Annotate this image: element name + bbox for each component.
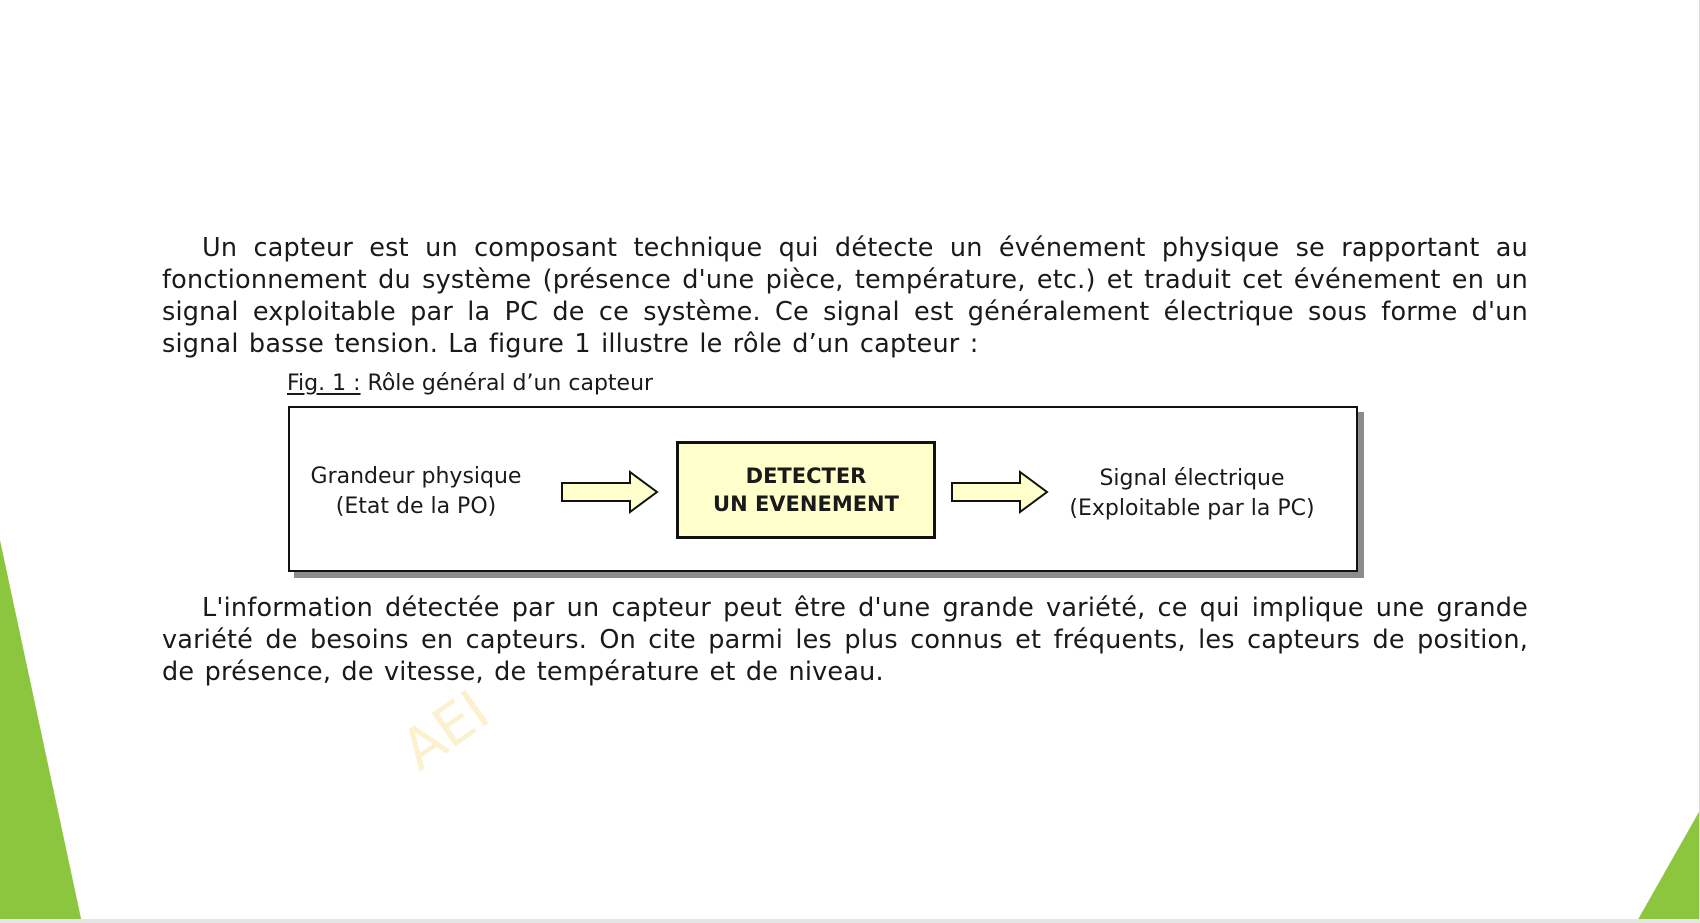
figure-number: Fig. 1 : — [287, 371, 361, 396]
slide-border-bottom — [0, 919, 1700, 923]
watermark: AEI — [390, 678, 502, 784]
output-label-line-2: (Exploitable par la PC) — [1069, 496, 1315, 521]
intro-paragraph-text: Un capteur est un composant technique qui détecte un événement physique se rapportant au fonctionnement du système (présence d'une pièce, température, etc.) et traduit cet événement en un signal exploitable par la PC de ce système. Ce signal est généralement électrique sous forme d'un signal basse tension. La figure 1 illustre le rôle d’un capteur : — [162, 233, 1528, 359]
process-line-2: UN EVENEMENT — [713, 492, 899, 516]
detect-event-box — [676, 441, 936, 539]
green-triangle-accent-left — [0, 540, 90, 923]
input-node-label — [302, 462, 530, 522]
green-triangle-accent-right — [1636, 810, 1700, 923]
output-label-line-1: Signal électrique — [1099, 466, 1285, 491]
sensor-role-diagram — [288, 406, 1358, 572]
process-line-1: DETECTER — [745, 464, 867, 488]
input-label-line-1: Grandeur physique — [310, 464, 522, 489]
output-node-label — [1052, 464, 1332, 524]
detail-paragraph — [162, 592, 1528, 688]
figure-title: Rôle général d’un capteur — [360, 371, 654, 396]
right-arrow-icon — [950, 470, 1050, 514]
intro-paragraph — [162, 232, 1528, 360]
input-label-line-2: (Etat de la PO) — [335, 494, 497, 519]
detail-paragraph-text: L'information détectée par un capteur peut être d'une grande variété, ce qui implique une grande variété de besoins en capteurs. On cite parmi les plus connus et fréquents, les capteurs de position, de présence, de vitesse, de température et de niveau. — [162, 593, 1528, 687]
right-arrow-icon — [560, 470, 660, 514]
figure-caption — [287, 370, 653, 398]
